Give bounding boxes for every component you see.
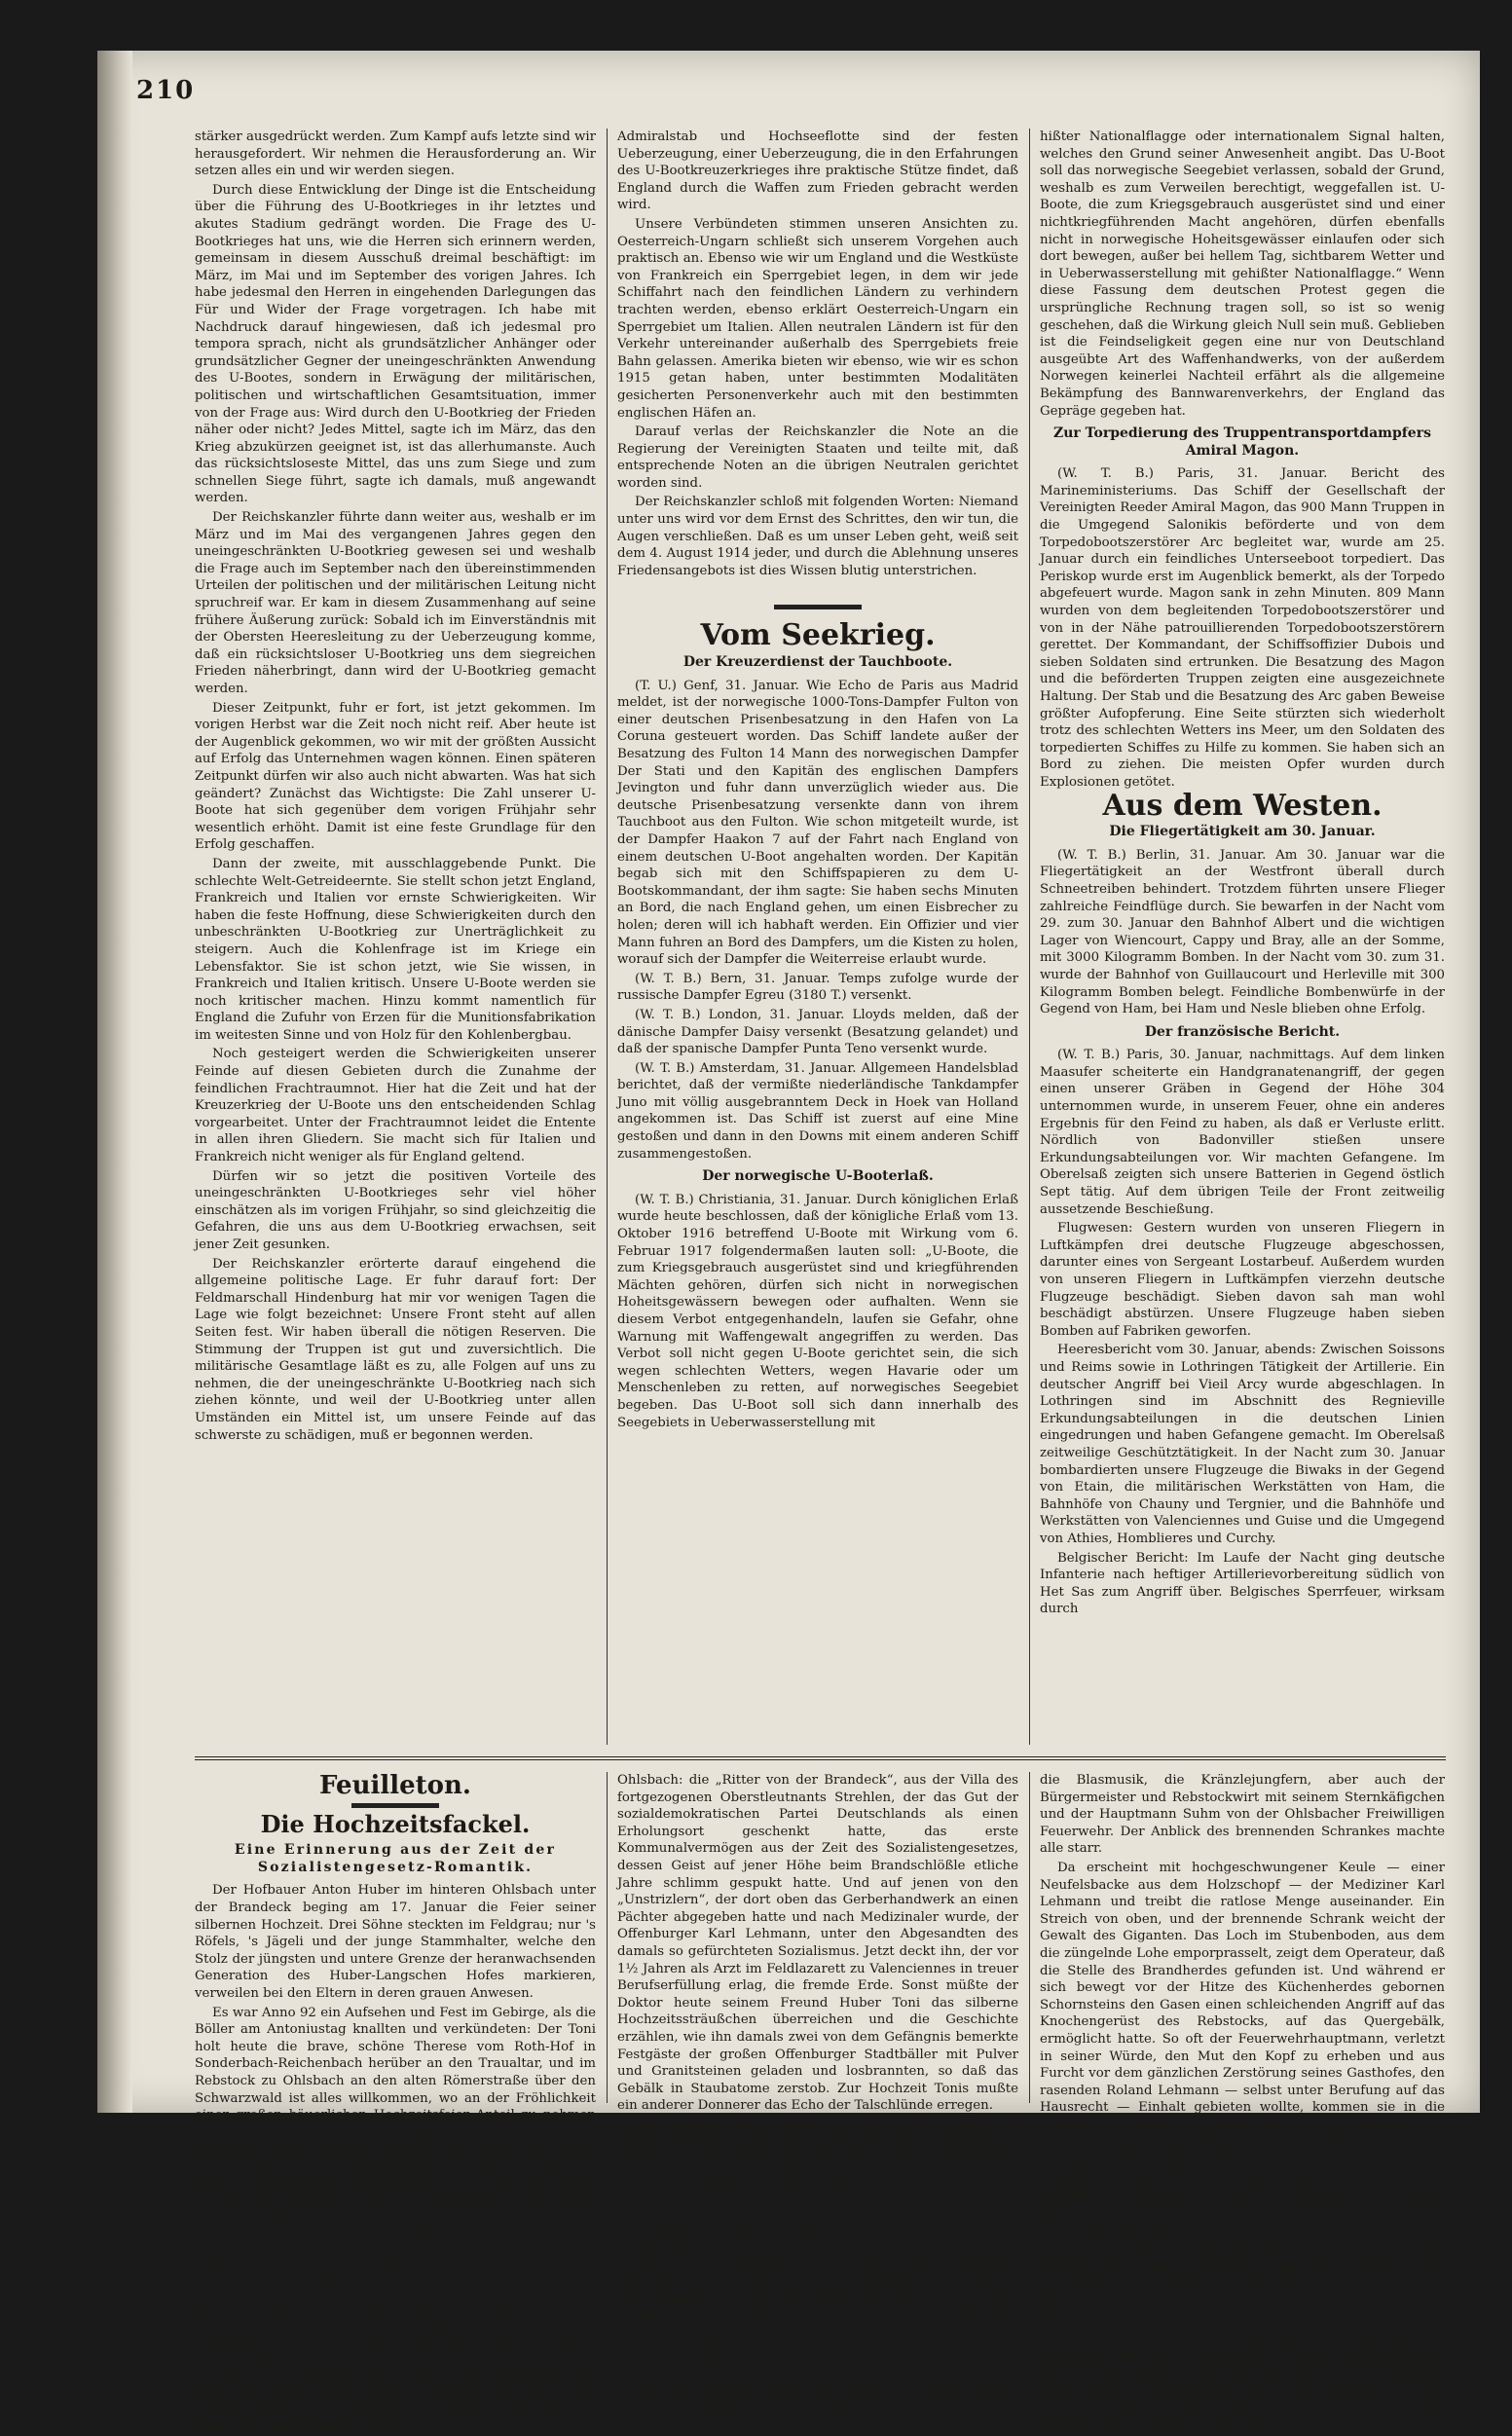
page-binding [97, 51, 132, 2113]
article-paragraph: Durch diese Entwicklung der Dinge ist die Entscheidung über die Führung des U-Bootkrieges in ihr letztes und akutes Stadium gedrängt worden. Die Frage des U-Bootkrieges hat uns, wie die Herren sich erinnern werden, gemeinsam in diesem Ausschuß dreimal beschäftigt: im März, im Mai und im September des vorigen Jahres. Ich habe jedesmal den Herren in eingehenden Darlegungen das Für und Wider der Frage vorgetragen. Ich habe mit Nachdruck darauf hingewiesen, daß ich jedesmal pro tempora sprach, nicht als grundsätzlicher Anhänger oder grundsätzlicher Gegner der uneingeschränkten Anwendung des U-Bootes, sondern in Erwägung der militärischen, politischen und wirtschaftlichen Gesamtsituation, immer von der Frage aus: Wird durch den U-Bootkrieg der Frieden näher oder nicht? Jedes Mittel, sagte ich im März, das den Krieg abzukürzen geeignet ist, ist das allerhumanste. Auch das rücksichtsloseste Mittel, das uns zum Siege und zum schnellen Siege führt, sagte ich damals, muß angewandt werden. [195, 182, 596, 506]
article-paragraph: Noch gesteigert werden die Schwierigkeiten unserer Feinde auf diesen Gebieten durch die Zunahme der feindlichen Frachtraumnot. Hier hat die Zeit und hat der Kreuzerkrieg der U-Boote uns den entscheidenden Schlag vorgearbeitet. Unter der Frachtraumnot leidet die Entente in allen ihren Gliedern. Sie macht sich für Italien und Frankreich nicht weniger als für England geltend. [195, 1047, 596, 1165]
column-divider [607, 129, 608, 1745]
article-paragraph: Der Hofbauer Anton Huber im hinteren Ohlsbach unter der Brandeck beging am 17. Januar die Feier seiner silbernen Hochzeit. Drei Söhne steckten im Feldgrau; nur 's Röfels, 's Jägeli und der junge Stammhalter, welche den Stolz der jüngsten und untere Grenze der heranwachsenden Generation des Huber-Langschen Hofes markieren, verweilen bei den Eltern in deren grauen Anwesen. [195, 1883, 596, 2001]
article-paragraph: (T. U.) Genf, 31. Januar. Wie Echo de Paris aus Madrid meldet, ist der norwegische 1000-Tons-Dampfer Fulton von einer deutschen Prisenbesatzung in den Hafen von La Coruna gesteuert worden. Das Schiff landete außer der Besatzung des Fulton 14 Mann des norwegischen Dampfer Der Stati und den Kapitän des englischen Dampfers Jevington und fuhr dann unverzüglich wieder aus. Die deutsche Prisenbesatzung versenkte dann von ihrem Tauchboot aus den Fulton. Wie schon mitgeteilt wurde, ist der Dampfer Haakon 7 auf der Fahrt nach England von einem deutschen U-Boot angehalten worden. Der Kapitän begab sich mit den Schiffspapieren zu dem U-Bootskommandant, der ihm sagte: Sie haben sechs Minuten an Bord, die nach England gehen, um einen Eisbrecher zu holen; deren will ich habhaft werden. Ein Offizier und vier Mann fuhren an Bord des Dampfers, um die Kisten zu holen, worauf sich der Dampfer die Weiterreise erlaubt wurde. [617, 678, 1018, 968]
article-paragraph: Aus allen Räumen strömt alles herbei. An Wasser fehlte es nicht. Das Hochzeitspaar, die Ehemaligen [617, 2381, 1018, 2415]
article-paragraph: Dieser Zeitpunkt, fuhr er fort, ist jetzt gekommen. Im vorigen Herbst war die Zeit noch nicht reif. Aber heute ist der Augenblick gekommen, wo wir mit der größten Aussicht auf Erfolg das Unternehmen wagen können. Einen späteren Zeitpunkt dürfen wir also auch nicht abwarten. Was hat sich geändert? Zunächst das Wichtigste: Die Zahl unserer U-Boote hat sich gegenüber dem vorigen Frühjahr sehr wesentlich erhöht. Damit ist eine feste Grundlage für den Erfolg geschaffen. [195, 700, 596, 853]
section-heading: Vom Seekrieg. [700, 618, 936, 653]
article-paragraph: (W. T. B.) London, 31. Januar. Lloyds melden, daß der dänische Dampfer Daisy versenkt (Besatzung gelandet) und daß der spanische Dampfer Punta Teno versenkt wurde. [617, 1007, 1018, 1057]
article-paragraph: Der Reichskanzler schloß mit folgenden Worten: Niemand unter uns wird vor dem Ernst des Schrittes, den wir tun, die Augen verschließen. Daß es um unser Leben geht, weiß seit dem 4. August 1914 jeder, und durch die Ablehnung unseres Friedensangebots ist dies Wissen blutig unterstrichen. [617, 495, 1018, 578]
column-divider [1029, 1772, 1030, 2103]
feuilleton-column-2 [617, 1772, 1018, 2415]
section-rule [351, 1803, 439, 1808]
article-paragraph: Der Rebstockwirt wollte wahnsinnig werden, als der Weißherbst und der „Meißenwösch“ auf die Weißen Stuben- und wie eine allegorische Götterspende. Aber die Weißstiel blieb Meister. Und schließlich war es kein Wunder, da an der Ausschank Rausch zeugen vom verdroschenen Brande. Doch bei den edleren Gemütern der Ohls- [1040, 2331, 1445, 2431]
article-paragraph: hißter Nationalflagge oder internationalem Signal halten, welches den Grund seiner Anwesenheit angibt. Das U-Boot soll das norwegische Seegebiet verlassen, sobald der Grund, weshalb es zum Verweilen berechtigt, weggefallen ist. U-Boote, die zum Kriegsgebrauch ausgerüstet sind und einer nichtkriegführenden Macht angehören, dürfen ebenfalls nicht in norwegische Hoheitsgewässer einlaufen oder sich dort bewegen, außer bei hellem Tag, sichtbarem Wetter und in Ueberwasserstellung mit gehißter Nationalflagge.“ Wenn diese Fassung dem deutschen Protest gegen die ursprüngliche Rechnung tragen soll, so ist so wenig geschehen, daß die Wirkung gleich Null sein muß. Geblieben ist die Feindseligkeit gegen eine nur von Deutschland ausgeübte Art des Waffenhandwerks, von der außerdem Norwegen keinerlei Nachteil erfährt als die allgemeine Bekämpfung des Bannwarenverkehrs, der England das Gepräge gegeben hat. [1040, 129, 1445, 419]
feuilleton-column-1 [195, 1771, 596, 2435]
article-paragraph: Aus einem Kleiderkasten qualmte ein stinkender Schwaden hervor. Die Tür wird aufgerissen. Da schlugen helle Flammen an und, die Leinen- und Kleiderzeug ergriff hatten und von dem „Sauer“stoff der einströmenden Festsaalatmosphäre zu einem unerfreuenden Freudenfeuer angefacht wurden. [617, 2258, 1018, 2359]
article-paragraph: „Es brennt!“ — [635, 2239, 735, 2255]
story-title: Die Hochzeitsfackel. [260, 1809, 531, 1838]
page-number: 210 [136, 76, 196, 105]
article-paragraph: die Blasmusik, die Kränzlejungfern, aber auch der Bürgermeister und Rebstockwirt mit seinem Sternkäfigchen und der Hauptmann Suhm von der Ohlsbacher Freiwilligen Feuerwehr. Der Anblick des brennenden Schrankes machte alle starr. [1040, 1773, 1445, 1857]
article-paragraph: (W. T. B.) Bern, 31. Januar. Temps zufolge wurde der russische Dampfer Egreu (3180 T.) versenkt. [617, 971, 1018, 1004]
article-subheading: Der französische Bericht. [1144, 1023, 1341, 1040]
article-paragraph: Da erscheint mit hochgeschwungener Keule — einer Neufelsbacke aus dem Holzschopf — der Mediziner Karl Lehmann und treibt die ratlose Menge auseinander. Ein Streich von oben, und der brennende Schrank weicht der Gewalt des Giganten. Das Loch im Stubenboden, aus dem die züngelnde Lohe emporprasselt, zeigt dem Operateur, daß die Stelle des Brandherdes gefunden ist. Und während er sich bewegt vor der Hitze des Küchenherdes gebornen Schornsteins den Gasen einen schleichenden Angriff auf das Knochengerüst des Rebstocks, auf das Quergebälk, ermöglicht hatte. So oft der Feuerwehrhauptmann, verletzt in seiner Würde, den Mut den Kopf zu erheben und aus Furcht vor dem gänzlichen Zerstörung seines Gasthofes, den rasenden Roland Lehmann — selbst unter Berufung auf das Hausrecht — Einhalt gebieten wollte, kommen sie in die Gefahr, als „Kittchau“ zu geraten wie knorrige Baumwurzeln. [1040, 1860, 1445, 2132]
article-paragraph: Ohlsbach: die „Ritter von der Brandeck“, aus der Villa des fortgezogenen Oberstleutnants Strehlen, der das Gut der sozialdemokratischen Partei Deutschlands als einen Erholungsort geschenkt hatte, das erste Kommunalvermögen aus der Zeit des Sozialistengesetzes, dessen Geist auf jener Höhe beim Brandschlößle etliche Jahre schlimm gespukt hatte. Und auf jenen von den „Unstrizlern“, der dort oben das Gerberhandwerk an einen Pächter abgegeben hatte und nach Medizinaler wurde, der Offenburger Karl Lehmann, unter den Abgesandten des damals so gefürchteten Sozialismus. Jetzt deckt ihn, der vor 1½ Jahren als Arzt im Feldlazarett zu Valenciennes in treuer Berufserfüllung erlag, die fremde Erde. Sonst müßte der Doktor heute seinem Freund Huber Toni das silberne Hochzeitssträußchen überreichen und die Geschichte erzählen, wie ihn damals zwei von dem Gefängnis bemerkte Festgäste der großen Offenburger Stadtbäller mit Pulver und Granitsteinen geladen und losbrannten, so daß das Gebälk in Staubatome zerstob. Zur Hochzeit Tonis mußte ein anderer Donnerer das Echo der Talschlünde erregen. [617, 1773, 1018, 2114]
article-paragraph: Flugwesen: Gestern wurden von unseren Fliegern in Luftkämpfen drei deutsche Flugzeuge abgeschossen, darunter eines von Sergeant Lostarbeuf. Außerdem wurden von unseren Fliegern in Luftkämpfen vierzehn deutsche Flugzeuge beschädigt. Sieben davon sah man wohl beschädigt abstürzen. Unsere Flugzeuge haben sieben Bomben auf Fabriken geworfen. [1040, 1221, 1445, 1339]
feuilleton-title: Feuilleton. [319, 1771, 471, 1800]
article-subheading: Die Fliegertätigkeit am 30. Januar. [1109, 824, 1376, 840]
feuilleton-separator [195, 1756, 1446, 1760]
article-paragraph: Unsere Verbündeten stimmen unseren Ansichten zu. Oesterreich-Ungarn schließt sich unserem Vorgehen auch praktisch an. Ebenso wie wir um England und die Westküste von Frankreich ein Sperrgebiet legen, in dem wir jede Schiffahrt nach den feindlichen Ländern zu verhindern trachten werden, ebenso erklärt Oesterreich-Ungarn ein Sperrgebiet um Italien. Allen neutralen Ländern ist für den Verkehr untereinander außerhalb des Sperrgebiets freie Bahn gelassen. Amerika bieten wir ebenso, wie wir es schon 1915 getan haben, unter bestimmten Modalitäten gesicherten Personenverkehr auch mit den bestimmten englischen Häfen an. [617, 216, 1018, 421]
article-paragraph: (W. T. B.) Amsterdam, 31. Januar. Allgemeen Handelsblad berichtet, daß der vermißte niederländische Tankdampfer Juno mit völlig ausgebranntem Deck in Hoek van Holland angekommen ist. Das Schiff ist zuerst auf eine Mine gestoßen und dann in den Downs mit einem anderen Schiff zusammengestoßen. [617, 1060, 1018, 1162]
article-paragraph: Der Reichskanzler führte dann weiter aus, weshalb er im März und im Mai des vergangenen Jahres gegen den uneingeschränkten U-Bootkrieg gewesen sei und weshalb die Frage auch im September nach den übereinstimmenden Urteilen der politischen und der militärischen Leitung nicht spruchreif war. Er kam in diesem Zusammenhang auf seine frühere Äußerung zurück: Sobald ich im Einverständnis mit der Obersten Heeresleitung zu der Ueberzeugung komme, daß ein rücksichtsloser U-Bootkrieg uns dem siegreichen Frieden näherbringt, dann wird der U-Bootkrieg gemacht werden. [195, 510, 596, 696]
article-paragraph: (W. T. B.) Paris, 31. Januar. Bericht des Marineministeriums. Das Schiff der Gesellschaft der Vereinigten Reeder Amiral Magon, das 900 Mann Truppen in die Umgegend Salonikis beförderte und von dem Torpedobootszerstörer Arc begleitet war, wurde am 25. Januar durch ein feindliches Unterseeboot torpediert. Das Periskop wurde erst im Augenblick bemerkt, als der Torpedo abgefeuert wurde. Magon sank in zehn Minuten. 809 Mann wurden von dem begleitenden Torpedobootszerstörer und von in der Nähe patrouillierenden Torpedobootszerstörern gerettet. Der Kommandant, der Schiffsoffizier Dubois und sieben Soldaten sind ertrunken. Die Besatzung des Magon und die beförderten Truppen zeigten eine ausgezeichnete Haltung. Der Stab und die Besatzung des Arc gaben Beweise größter Aufopferung. Eine Seite stürzten sich wiederholt trotz des schlechten Wetters ins Meer, um den Soldaten des torpedierten Schiffes zu Hilfe zu kommen. Sie haben sich an Bord zu ziehen. Die meisten Opfer wurden durch Explosionen getötet. [1040, 466, 1445, 790]
article-paragraph: Dann der zweite, mit ausschlaggebende Punkt. Die schlechte Welt-Getreideernte. Sie stellt schon jetzt England, Frankreich und Italien vor ernste Schwierigkeiten. Wir haben die feste Hoffnung, diese Schwierigkeiten durch den unbeschränkten U-Bootkrieg zur Unerträglichkeit zu steigern. Auch die Kohlenfrage ist im Kriege ein Lebensfaktor. Sie ist schon jetzt, wie Sie wissen, in Frankreich und Italien kritisch. Unsere U-Boote werden sie noch kritischer machen. Hinzu kommt namentlich für England die Zufuhr von Erzen für die Munitionsfabrikation im weitesten Sinne und von Holz für den Kohlenbergbau. [195, 856, 596, 1043]
article-paragraph: „He do, Wein her!“ [1057, 2224, 1182, 2239]
article-subheading: Zur Torpedierung des Truppentransportdampfers Amiral Magon. [1053, 425, 1431, 459]
article-paragraph: Belgischer Bericht: Im Laufe der Nacht ging deutsche Infanterie nach heftiger Artillerievorbereitung südlich von Het Sas zum Angriff über. Belgisches Sperrfeuer, wirksam durch [1040, 1550, 1445, 1617]
article-subheading: Der norwegische U-Booterlaß. [702, 1168, 934, 1185]
article-paragraph: Darauf verlas der Reichskanzler die Note an die Regierung der Vereinigten Staaten und teilte mit, daß entsprechende Noten an die übrigen Neutralen gerichtet worden sind. [617, 424, 1018, 491]
article-paragraph: (W. T. B.) Christiania, 31. Januar. Durch königlichen Erlaß wurde heute beschlossen, daß der königliche Erlaß vom 13. Oktober 1916 betreffend U-Boote mit Wirkung vom 6. Februar 1917 folgendermaßen lauten soll: „U-Boote, die zum Kriegsgebrauch ausgerüstet sind und kriegführenden Mächten gehören, dürfen sich nicht in norwegischen Hoheitsgewässern bewegen oder aufhalten. Wenn sie diesem Verbot entgegenhandeln, laufen sie Gefahr, ohne Warnung mit Waffengewalt angegriffen zu werden. Das Verbot soll nicht gegen U-Boote gerichtet sein, die sich wegen schlechten Wetters, wegen Havarie oder um Menschenleben zu retten, auf norwegisches Seegebiet begeben. Das U-Boot soll sich dann innerhalb des Seegebiets in Ueberwasserstellung mit [617, 1192, 1018, 1430]
article-subheading: Der Kreuzerdienst der Tauchboote. [682, 654, 953, 671]
article-paragraph: Der Reichskanzler erörterte darauf eingehend die allgemeine politische Lage. Er fuhr darauf fort: Der Feldmarschall Hindenburg hat mir vor wenigen Tagen die Lage wie folgt bezeichnet: Unsere Front steht auf allen Seiten fest. Wir haben überall die nötigen Reserven. Die Stimmung der Truppen ist gut und zuversichtlich. Die militärische Gesamtlage läßt es zu, alle Folgen auf uns zu nehmen, die der uneingeschränkte U-Bootkrieg nach sich ziehen könnte, und weil der U-Bootkrieg unter allen Umständen ein Mittel ist, um unsere Feinde auf das schwerste zu schädigen, muß er begonnen werden. [195, 1256, 596, 1443]
column-divider [1029, 129, 1030, 1745]
article-column-3 [1040, 129, 1445, 1745]
article-paragraph: „Doo brennts, ihr Simpel!“ lautet stets die mit der Operation verbundene Belehrung, als Karl Lehmann die ganz respektable Brandstelle ausgesondert hatte, um zur aseptischen Behandlung der gefährlichen Wucherung überzugehen. [1040, 2136, 1445, 2220]
story-subtitle: Eine Erinnerung aus der Zeit der Sozialistengesetz-Romantik. [234, 1842, 557, 1875]
article-paragraph: Unter den Festgästen, die alle Wirts- und Wohnräume des alten Rebstocks gegen Abend anfüllten, war auch eine Anzahl Freunde und Genossen des jungen Bauern, die zum Bunde hereingekommen waren. [195, 2369, 596, 2435]
article-paragraph: Es war Anno 92 ein Aufsehen und Fest im Gebirge, als die Böller am Antoniustag knallten und verkündeten: Der Toni holt heute die brave, schöne Therese vom Roth-Hof in Sonderbach-Reichenbach herüber an den Traualtar, und im Rebstock zu Ohlsbach an den alten Römerstraße über den Schwarzwald ist alles willkommen, wo an der Fröhlichkeit einer großen bäuerlichen Hochzeitsfeier Anteil zu nehmen wünscht. Der Rebstockwirt Bruder, dessen Keller für den Ansturm sachverständiger Trinker stets wohl vorbereitet war, versah auch die Speisekammer mit Proviant für eine Armee anstürmender Feinschmecker aus Stadt und Land; und für der nahrhaften Dinge sachverständige Zubereitung sorgten Gastronomen erster Güte. [195, 2005, 596, 2226]
article-paragraph: stärker ausgedrückt werden. Zum Kampf aufs letzte sind wir herausgefordert. Wir nehmen die Herausforderung an. Wir setzen alles ein und wir werden siegen. [195, 129, 596, 179]
feuilleton-column-3 [1040, 1772, 1445, 2431]
section-rule [774, 605, 862, 609]
article-paragraph: Heeresbericht vom 30. Januar, abends: Zwischen Soissons und Reims sowie in Lothringen Tätigkeit der Artillerie. Ein deutscher Angriff bei Vieil Arcy wurde abgeschlagen. In Lothringen sind im Abschnitt des Regnieville Erkundungsabteilungen in die deutschen Linien eingedrungen und haben Gefangene gemacht. Im Oberelsaß zeitweilige Geschütztätigkeit. In der Nacht zum 30. Januar bombardierten unsere Flugzeuge die Biwaks in der Gegend von Etain, die militärischen Werkstätten von Ham, die Bahnhöfe von Chauny und Tergnier, und die Bahnhöfe und Werkstätten von Valenciennes und Guise und die Umgegend von Athies, Homblieres und Curchy. [1040, 1343, 1445, 1546]
section-heading: Aus dem Westen. [1102, 788, 1383, 823]
article-paragraph: „Es brennt!“ [635, 2363, 718, 2379]
article-paragraph: Und die Ritter von der Brandeck stürzen sich auf alle Weinflaschen der Festtische, bis die hohlen und ausgeblühten „Boudellen“ von der Hochzeitstafel, vom Tisch der Spielleute, die ohne ein Ende sich begleiteten, erhalten hatten. [1040, 2243, 1445, 2327]
article-paragraph: (W. T. B.) Paris, 30. Januar, nachmittags. Auf dem linken Maasufer scheiterte ein Handgranatenangriff, der gegen einen unserer Gräben in Gegend der Höhe 304 unternommen wurde, in unserem Feuer, ohne ein anderes Ergebnis für den Feind zu haben, als daß er Verluste erlitt. Nördlich von Badonviller stießen unsere Erkundungsabteilungen vor. Wir machten Gefangene. Im Oberelsaß zeigten sich unsere Batterien in Gegend östlich Sept tätig. Auf dem übrigen Teile der Front zeitweilig aussetzende Beschießung. [1040, 1048, 1445, 1217]
article-paragraph: Dürfen wir so jetzt die positiven Vorteile des uneingeschränkten U-Bootkrieges sehr viel höher einschätzen als im vorigen Frühjahr, so sind gleichzeitig die Gefahren, die uns aus dem U-Bootkrieg erwachsen, seit jener Zeit gesunken. [195, 1168, 596, 1252]
article-paragraph: Die Hochzeit war glänzend verlaufen. Die Festrede des Volksfreund-Redakteurs hatte gezündet, und die Musikanten spielten auf dem Tanzboden für alle politischen Richtungen und für die Bekenner aller Religionen auf. Plötzlich — es mag um die zehnte Abendstunde gewesen sein — roch es sehr brenzlich im Nebenzimmer, das sich an den Festsaal des oberen Geschoßes anreihte. [617, 2117, 1018, 2235]
article-paragraph: (W. T. B.) Berlin, 31. Januar. Am 30. Januar war die Fliegertätigkeit an der Westfront überall durch Schneetreiben behindert. Trotzdem führten unsere Flieger zahlreiche Feindflüge durch. Sie bewarfen in der Nacht vom 29. zum 30. Januar den Bahnhof Albert und die wichtigen Lager von Wiencourt, Cappy und Bray, alle an der Somme, mit 3000 Kilogramm Bomben. In der Nacht vom 30. zum 31. wurde der Bahnhof von Guillaucourt und Herleville mit 300 Kilogramm Bomben belegt. Feindliche Bombenwürfe in der Gegend von Ham, bei Ham und Nesle blieben ohne Erfolg. [1040, 847, 1445, 1017]
article-column-1 [195, 129, 596, 1745]
article-column-2 [617, 129, 1018, 1745]
article-paragraph: Der große Wirtschaftsherd, auf dem das Fleisch alter und junger Rinder, der Schweine und Rehe neben Rudeln „Spätzle“ und Erdäpfeln gekocht wurde, entlockte schon den Tag zuvor eine Hitze in den alten Ziegelsteinen, die man sich schon lange nicht mehr eingeheizt worden war. Beim Dämmern des schönen Wintermorgens wurden schon die Rauchsäule sich hoch aus dem Schornstein empor, die emsig zum Himmel. [195, 2230, 596, 2365]
article-paragraph: Admiralstab und Hochseeflotte sind der festen Ueberzeugung, einer Ueberzeugung, die in den Erfahrungen des U-Bootkreuzerkrieges ihre praktische Stütze findet, daß England durch die Waffen zum Frieden gebracht werden wird. [617, 129, 1018, 213]
column-divider [607, 1772, 608, 2103]
